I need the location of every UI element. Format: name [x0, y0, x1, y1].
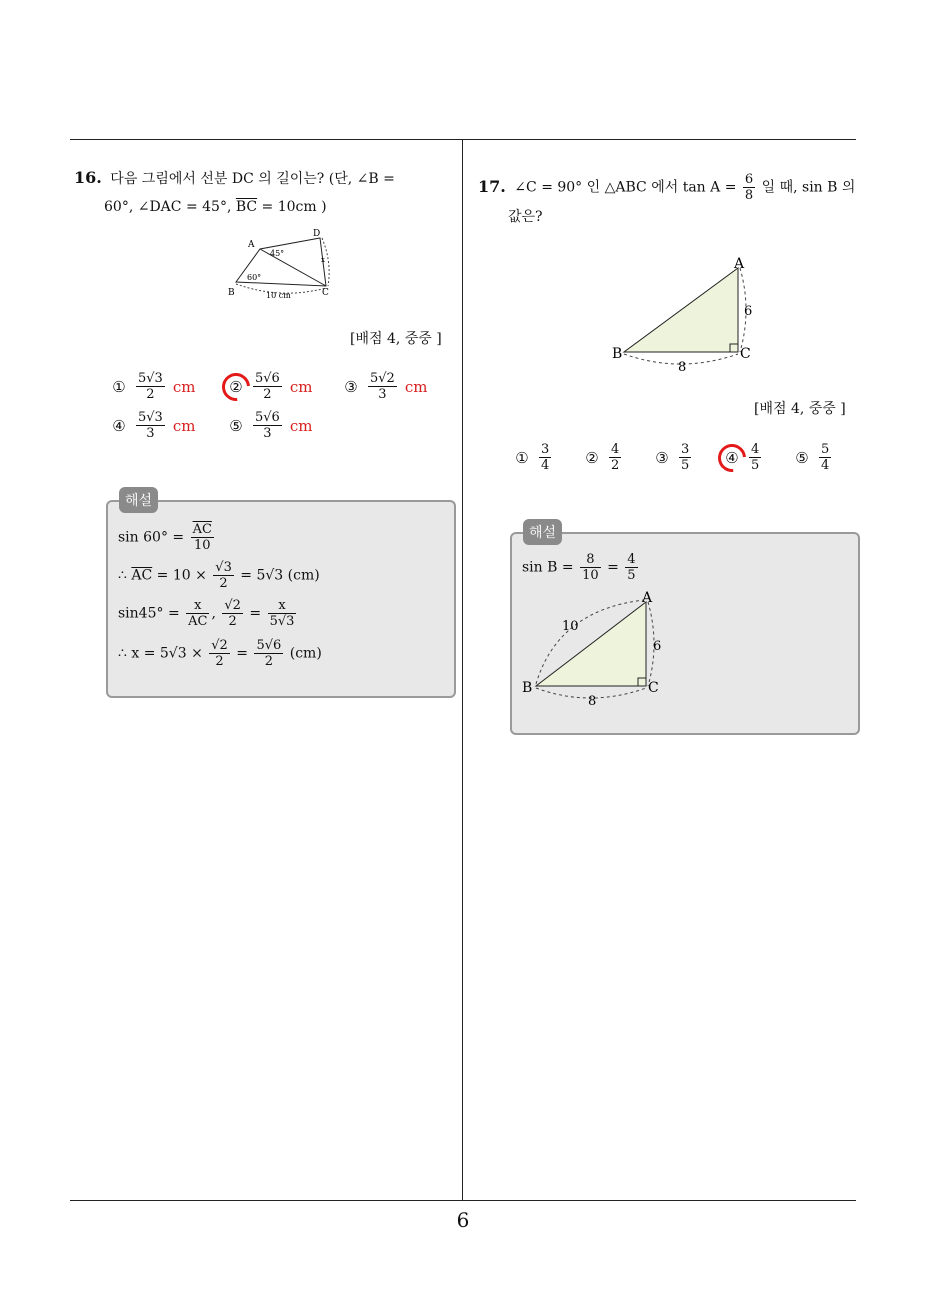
question-16-text-line2b: = 10cm )	[257, 199, 327, 215]
q16-label-a: A	[248, 240, 255, 250]
frac-num: 5√6	[255, 371, 280, 386]
question-number: 16.	[74, 168, 102, 187]
frac-num: 5√6	[256, 638, 282, 653]
q17-solution-line1	[522, 552, 640, 583]
sol-text: =	[236, 645, 249, 662]
q17-sol-triangle	[536, 602, 646, 686]
sol-fraction	[580, 552, 601, 583]
frac-den: 3	[263, 426, 272, 441]
choice-mark: ②	[585, 448, 599, 467]
sol-fraction	[222, 598, 243, 629]
q16-choice-2[interactable]	[227, 371, 312, 402]
sol-fraction	[209, 638, 230, 669]
question-17-line1	[478, 172, 862, 203]
sol-text: sin 60° =	[118, 529, 185, 546]
sol-text: = 5√3 (cm)	[240, 567, 320, 584]
frac-num: 5√3	[138, 371, 163, 386]
frac-num: 5√6	[255, 410, 280, 425]
frac-den: 2	[228, 614, 237, 629]
frac-den: 2	[219, 576, 228, 591]
frac-num: 8	[580, 552, 601, 568]
page-number: 6	[456, 1208, 470, 1232]
q16-label-d: D	[313, 229, 321, 239]
sol-fraction	[625, 552, 637, 583]
q17-choice-4[interactable]	[723, 442, 763, 473]
q17-sol-side-ac: 6	[653, 639, 662, 654]
q17-sol-label-c: C	[648, 680, 659, 696]
choice-fraction	[253, 410, 282, 441]
choice-mark: ①	[515, 448, 529, 467]
frac-num: $\overline{AC}$	[192, 522, 212, 537]
choice-mark: ①	[112, 377, 126, 396]
frac-num: 5√2	[370, 371, 395, 386]
question-number: 17.	[478, 176, 506, 196]
q17-choice-2[interactable]	[583, 442, 623, 473]
sol-fraction	[186, 598, 209, 629]
q17-solution-figure	[518, 586, 668, 710]
q17-sol-label-b: B	[522, 680, 533, 696]
sol-text: =	[607, 559, 619, 576]
q17-choice-3[interactable]	[653, 442, 693, 473]
frac-den: 2	[146, 387, 155, 402]
q17-label-c: C	[740, 346, 751, 362]
question-17-fraction	[743, 172, 755, 203]
frac-num: 5√3	[138, 410, 163, 425]
bottom-rule	[70, 1200, 856, 1201]
q16-label-c: C	[322, 288, 329, 298]
q17-sol-side-ab: 10	[562, 619, 579, 634]
q17-label-a: A	[734, 256, 745, 272]
choice-fraction	[679, 442, 691, 473]
frac-num: 5	[821, 442, 830, 457]
frac-den: 4	[541, 458, 550, 473]
sol-fraction	[213, 560, 234, 591]
frac-num: √2	[224, 598, 241, 613]
frac-den: 5	[627, 568, 636, 583]
q16-solution-line1	[118, 522, 216, 553]
q16-solution-badge: 해설	[119, 487, 158, 513]
choice-fraction	[539, 442, 551, 473]
q17-triangle	[624, 268, 738, 352]
q17-score-meta: [배점 4, 중중 ]	[754, 401, 846, 417]
choice-mark: ③	[344, 377, 358, 396]
frac-den: 8	[744, 188, 754, 203]
choice-fraction	[749, 442, 761, 473]
choice-unit: cm	[172, 416, 196, 435]
q16-choice-1[interactable]	[110, 371, 195, 402]
frac-num: 6	[744, 172, 754, 187]
sol-text: = 10 ×	[152, 567, 207, 584]
choice-mark: ③	[655, 448, 669, 467]
sol-text: ,	[211, 605, 216, 622]
q16-figure	[224, 224, 336, 300]
question-17	[478, 172, 862, 231]
q16-angle-a: 45°	[270, 249, 285, 258]
choice-mark: ⑤	[229, 416, 243, 435]
sol-text: sin45° =	[118, 605, 180, 622]
frac-num: x	[268, 598, 297, 614]
choice-fraction	[609, 442, 621, 473]
frac-num: x	[186, 598, 209, 614]
sol-fraction	[191, 522, 214, 553]
frac-den: 2	[264, 654, 274, 669]
sol-text: sin B =	[522, 559, 574, 576]
frac-num: 3	[681, 442, 690, 457]
frac-den: AC	[188, 614, 208, 629]
q17-side-bc: 8	[678, 360, 687, 374]
frac-num: 3	[541, 442, 550, 457]
frac-den: 3	[378, 387, 387, 402]
q16-angle-b: 60°	[247, 273, 262, 282]
sol-text: ∴ x = 5√3 ×	[118, 645, 203, 662]
q16-label-b: B	[228, 288, 235, 298]
q16-score-meta: [배점 4, 중중 ]	[350, 331, 442, 347]
q16-solution-line2	[118, 560, 320, 591]
choice-fraction	[136, 371, 165, 402]
segment-ac: $\overline{AC}$	[131, 567, 153, 584]
choice-mark-selected: ②	[227, 378, 245, 396]
choice-mark: ④	[112, 416, 126, 435]
question-16	[74, 164, 456, 221]
frac-den: 2	[263, 387, 272, 402]
frac-den: 10	[193, 538, 211, 553]
frac-den: 2	[215, 654, 224, 669]
question-17-line2: 값은?	[508, 209, 543, 225]
q17-sol-side-bc: 8	[588, 694, 597, 709]
q17-figure	[610, 252, 760, 374]
frac-den: 5	[681, 458, 690, 473]
choice-fraction	[819, 442, 831, 473]
sol-text: (cm)	[289, 645, 322, 662]
sol-fraction	[268, 598, 297, 629]
q16-label-x: x	[321, 256, 325, 264]
q17-sol-label-a: A	[642, 590, 653, 606]
q17-choice-5[interactable]	[793, 442, 833, 473]
frac-num: √3	[215, 560, 232, 575]
q17-choice-1[interactable]	[513, 442, 553, 473]
frac-num: 4	[751, 442, 760, 457]
column-divider	[462, 139, 463, 1200]
frac-num: 4	[611, 442, 620, 457]
sol-text: ∴	[118, 567, 132, 584]
frac-num: √2	[211, 638, 228, 653]
choice-unit: cm	[172, 377, 196, 396]
q16-choice-3[interactable]	[342, 371, 427, 402]
top-rule	[70, 139, 856, 140]
q16-solution-line4	[118, 638, 322, 669]
choice-mark-selected: ④	[723, 449, 741, 467]
frac-den: 2	[611, 458, 620, 473]
choice-fraction	[368, 371, 397, 402]
q17-label-b: B	[612, 346, 623, 362]
frac-den: 4	[821, 458, 830, 473]
choice-mark: ⑤	[795, 448, 809, 467]
question-16-line2	[74, 193, 456, 221]
question-17-text-b: 일 때, sin B 의	[761, 179, 856, 196]
frac-den: 5√3	[269, 614, 295, 629]
frac-num: 4	[627, 552, 636, 567]
choice-fraction	[136, 410, 165, 441]
q16-solution-line3	[118, 598, 298, 629]
choice-unit: cm	[289, 416, 313, 435]
q17-solution-badge: 해설	[523, 519, 562, 545]
choice-fraction	[253, 371, 282, 402]
q16-choice-4[interactable]	[110, 410, 195, 441]
q17-side-ac: 6	[744, 304, 753, 319]
frac-den: 3	[146, 426, 155, 441]
q16-choice-5[interactable]	[227, 410, 312, 441]
question-17-text-a: ∠C = 90° 인 △ABC 에서 tan A =	[514, 179, 737, 196]
frac-den: 10	[582, 568, 599, 583]
sol-text: =	[249, 605, 262, 622]
frac-den: 5	[751, 458, 760, 473]
choice-unit: cm	[289, 377, 313, 396]
choice-unit: cm	[404, 377, 428, 396]
question-16-line1	[74, 164, 456, 193]
sol-fraction	[254, 638, 283, 669]
question-16-text-line2a: 60°, ∠DAC = 45°,	[104, 199, 236, 215]
q16-label-bc: 10 cm	[266, 291, 291, 300]
question-16-text-line1: 다음 그림에서 선분 DC 의 길이는? (단, ∠B =	[110, 171, 395, 187]
segment-bc: $\overline{BC}$	[235, 199, 258, 215]
